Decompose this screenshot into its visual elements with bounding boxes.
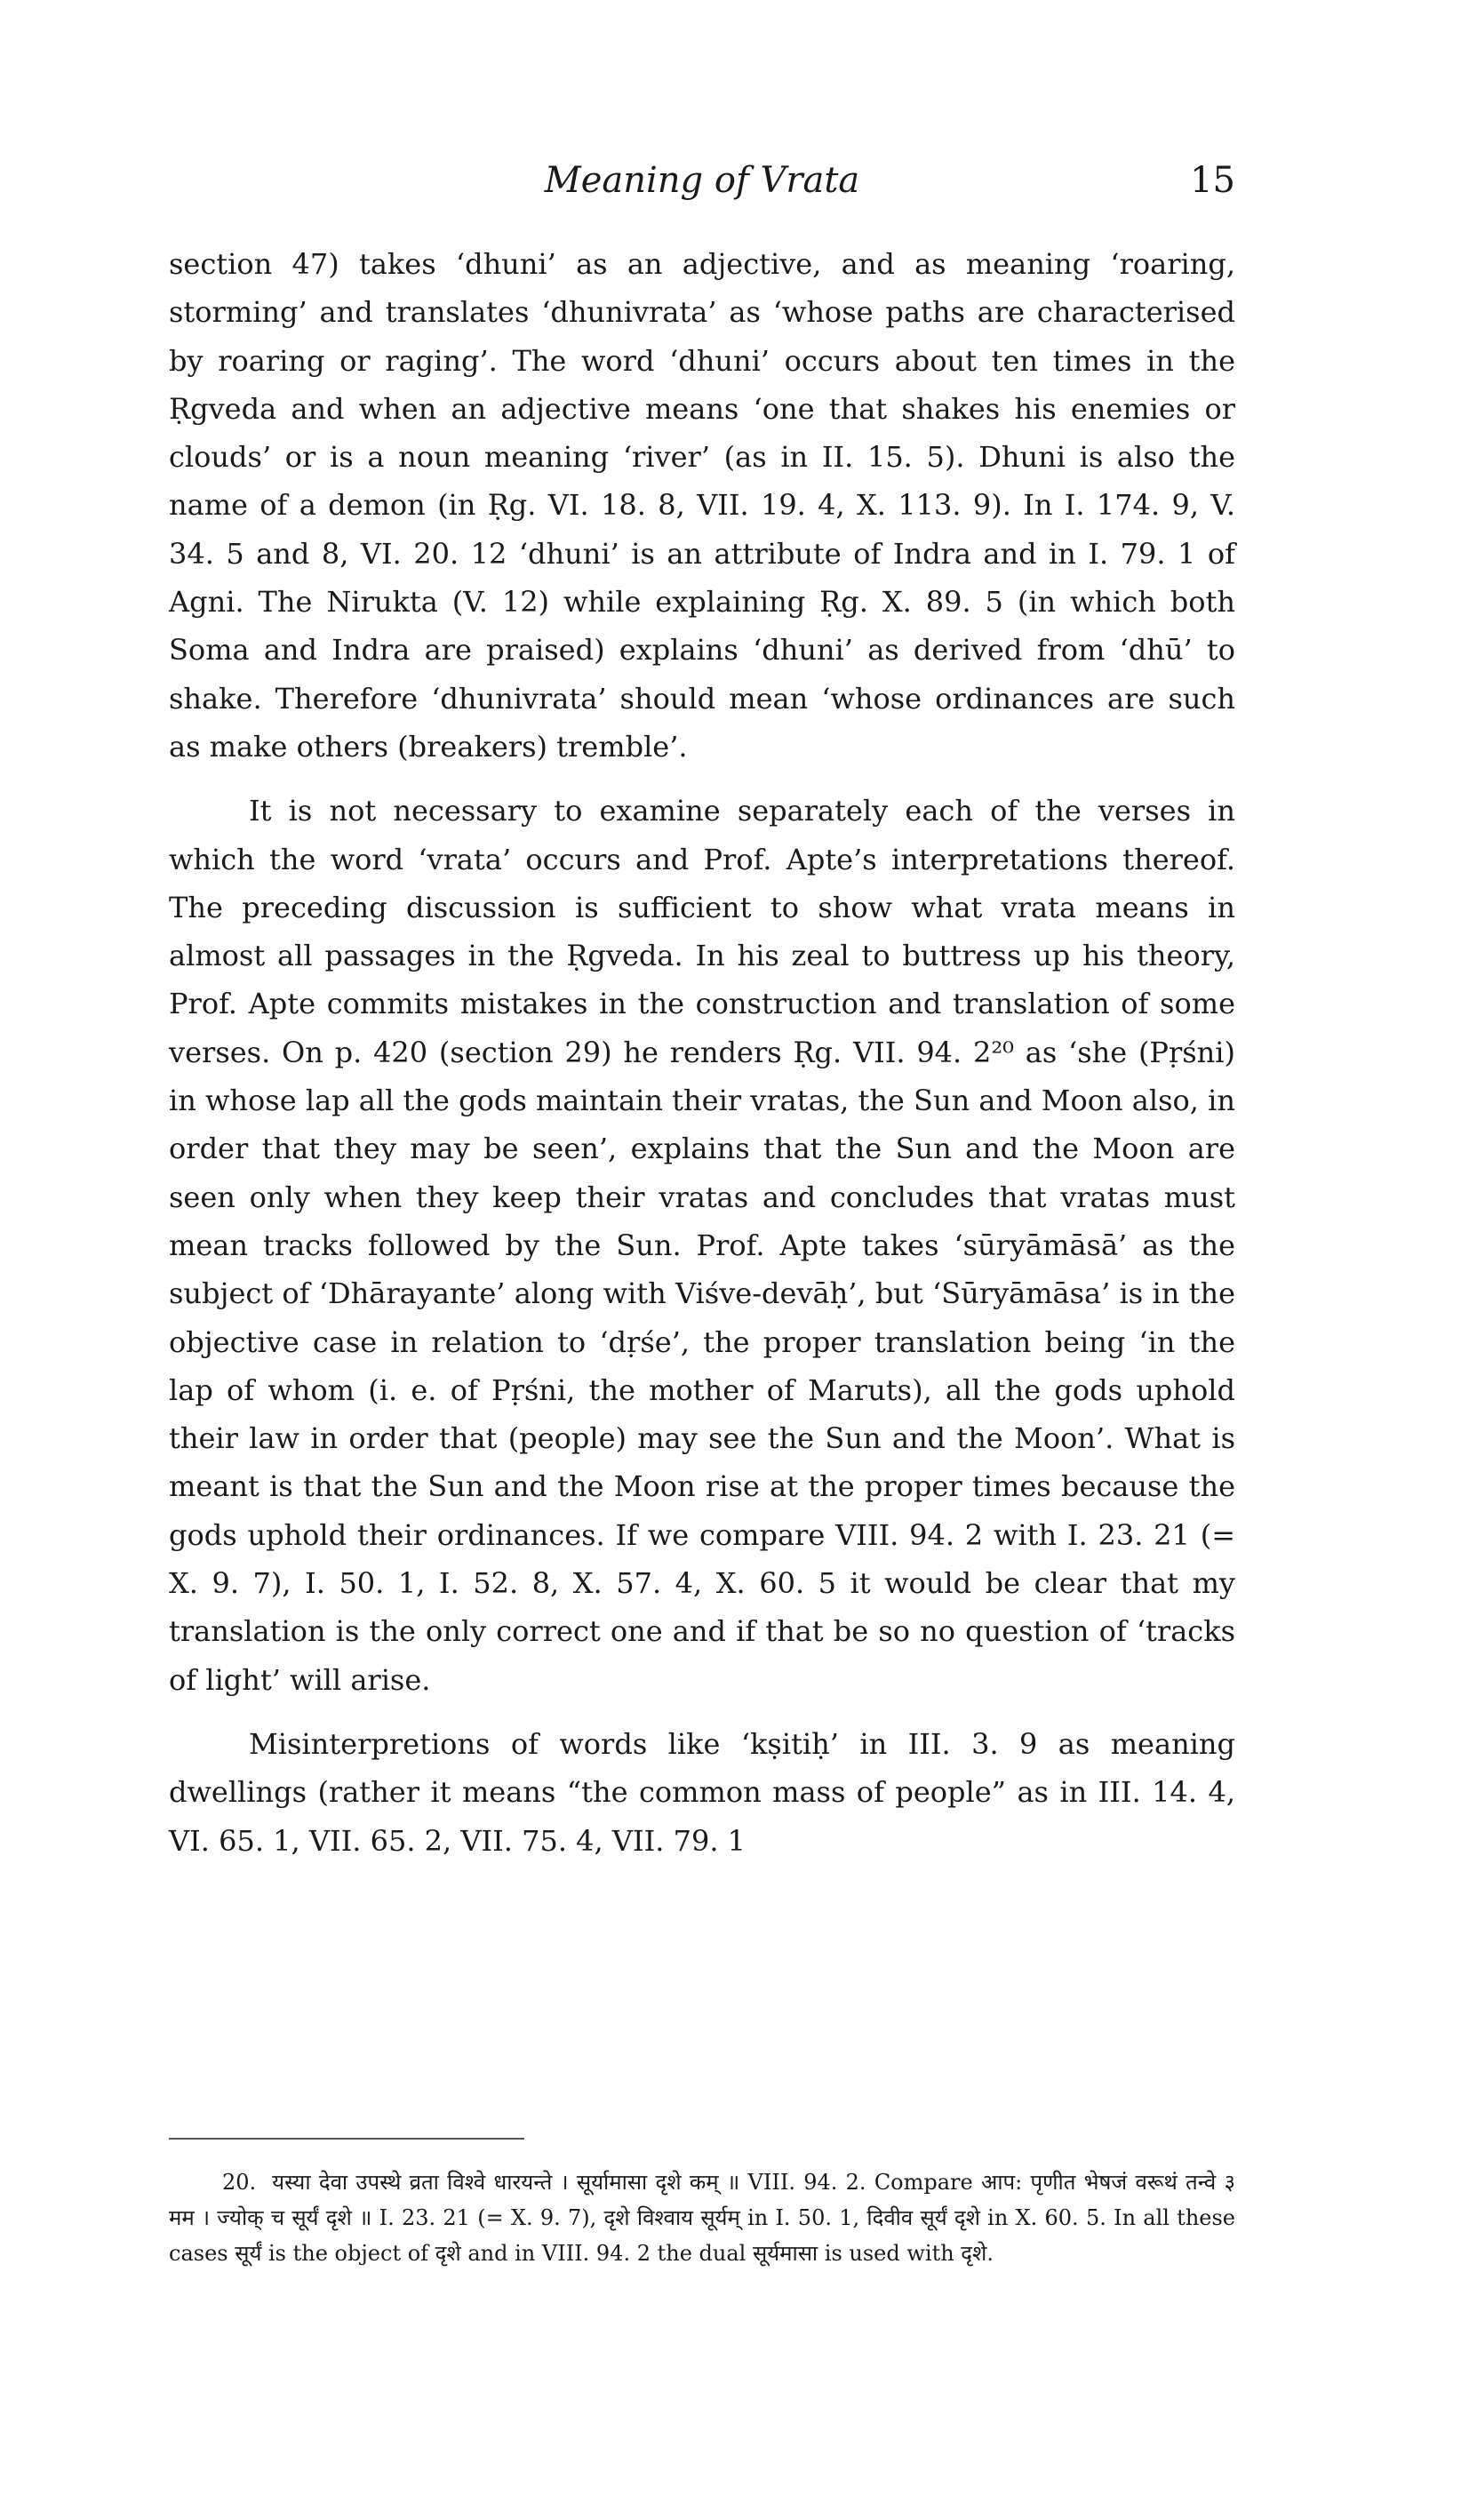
paragraph-2: It is not necessary to examine separately each of the verses in which the word ‘vrata’ occurs and Prof. Apte’s interpretations thereof. The preceding discussion is sufficient to show what vrata means in almost all passages in the Ṛgveda. In his zeal to buttress up his theory, Prof. Apte commits mistakes in the construction and translation of some verses. On p. 420 (section 29) he renders Ṛg. VII. 94. 2²⁰ as ‘she (Pṛśni) in whose lap all the gods maintain their vratas, the Sun and Moon also, in order that they may be seen’, explains that the Sun and the Moon are seen only when they keep their vratas and concludes that vratas must mean tracks followed by the Sun. Prof. Apte takes ‘sūryāmāsā’ as the subject of ‘Dhārayante’ along with Viśve-devāḥ’, but ‘Sūryāmāsa’ is in the objective case in relation to ‘dṛśe’, the proper translation being ‘in the lap of whom (i. e. of Pṛśni, the mother of Maruts), all the gods uphold their law in order that (people) may see the Sun and the Moon’. What is meant is that the Sun and the Moon rise at the proper times because the gods uphold their ordinances. If we compare VIII. 94. 2 with I. 23. 21 (= X. 9. 7), I. 50. 1, I. 52. 8, X. 57. 4, X. 60. 5 it would be clear that my translation is the only correct one and if that be so no question of ‘tracks of light’ will arise. [169, 794, 1235, 1697]
paragraph-1: section 47) takes ‘dhuni’ as an adjective, and as meaning ‘roaring, storming’ and translates ‘dhunivrata’ as ‘whose paths are characterised by roaring or raging’. The word ‘dhuni’ occurs about ten times in the Ṛgveda and when an adjective means ‘one that shakes his enemies or clouds’ or is a noun meaning ‘river’ (as in II. 15. 5). Dhuni is also the name of a demon (in Ṛg. VI. 18. 8, VII. 19. 4, X. 113. 9). In I. 174. 9, V. 34. 5 and 8, VI. 20. 12 ‘dhuni’ is an attribute of Indra and in I. 79. 1 of Agni. The Nirukta (V. 12) while explaining Ṛg. X. 89. 5 (in which both Soma and Indra are praised) explains ‘dhuni’ as derived from ‘dhū’ to shake. Therefore ‘dhunivrata’ should mean ‘whose ordinances are such as make others (breakers) tremble’. [169, 247, 1235, 764]
page-header [169, 160, 1235, 213]
page-number: 15 [1190, 160, 1235, 201]
footnote-number: 20. [222, 2170, 257, 2195]
footnote-text: यस्या देवा उपस्थे व्रता विश्वे धारयन्ते । सूर्यामासा दृशे कम् ॥ VIII. 94. 2. Compare आप: पृणीत भेषजं वरूथं तन्वे ३ मम । ज्योक् च सूर्यं दृशे ॥ I. 23. 21 (= X. 9. 7), दृशे विश्वाय सूर्यम् in I. 50. 1, दिवीव सूर्यं दृशे in X. 60. 5. In all these cases सूर्यं is the object of दृशे and in VIII. 94. 2 the dual सूर्यमासा is used with दृशे. [169, 2170, 1235, 2266]
body-text [169, 240, 1235, 1913]
paragraph-3: Misinterpretions of words like ‘kṣitiḥ’ in III. 3. 9 as meaning dwellings (rather it means “the common mass of people” as in III. 14. 4, VI. 65. 1, VII. 65. 2, VII. 75. 4, VII. 79. 1 [169, 1726, 1235, 1858]
footnote [169, 2164, 1235, 2271]
running-title: Meaning of Vrata [544, 160, 860, 201]
footnote-rule [169, 2138, 524, 2140]
